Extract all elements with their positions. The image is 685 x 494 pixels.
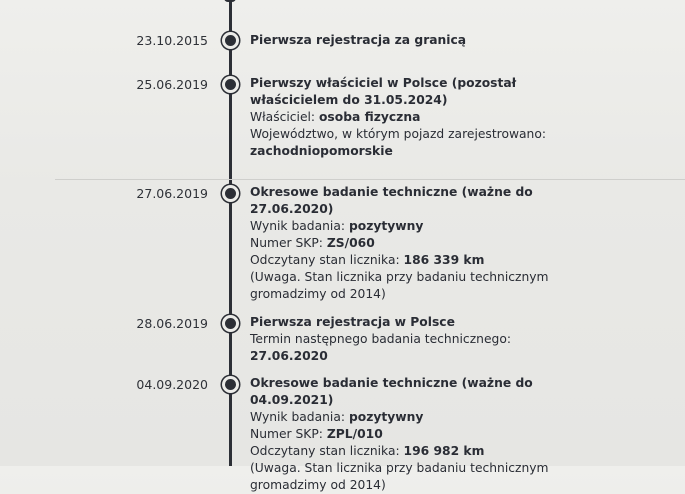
entry-title: Pierwsza rejestracja za granicą	[250, 33, 467, 47]
entry-detail	[250, 218, 585, 235]
entry-detail	[250, 109, 575, 126]
entry-title: Pierwsza rejestracja w Polsce	[250, 315, 455, 329]
entry-detail	[250, 235, 585, 252]
entry-detail	[250, 331, 585, 365]
entry-title: Pierwszy właściciel w Polsce (pozostał właścicielem do 31.05.2024)	[250, 76, 517, 107]
entry-date: 25.06.2019	[136, 77, 208, 92]
detail-value: ZPL/010	[326, 427, 383, 441]
detail-label: Numer SKP:	[250, 236, 327, 250]
entry-date: 04.09.2020	[136, 377, 208, 392]
timeline-dot	[222, 376, 239, 393]
detail-label: Wynik badania:	[250, 219, 349, 233]
entry-content	[250, 32, 585, 49]
entry-content	[250, 75, 575, 160]
entry-content	[250, 184, 585, 303]
entry-note: (Uwaga. Stan licznika przy badaniu technicznym gromadzimy od 2014)	[250, 270, 549, 301]
timeline-dot	[222, 185, 239, 202]
entry-detail	[250, 443, 585, 460]
detail-label: Odczytany stan licznika:	[250, 253, 404, 267]
detail-label: Numer SKP:	[250, 427, 327, 441]
entry-title: Okresowe badanie techniczne (ważne do 04.09.2021)	[250, 376, 533, 407]
entry-date: 23.10.2015	[136, 33, 208, 48]
timeline-line	[229, 0, 232, 466]
detail-value: zachodniopomorskie	[250, 144, 393, 158]
detail-value: ZS/060	[326, 236, 375, 250]
entry-detail	[250, 426, 585, 443]
entry-date: 27.06.2019	[136, 186, 208, 201]
entry-detail	[250, 409, 585, 426]
detail-label: Wynik badania:	[250, 410, 349, 424]
detail-value: pozytywny	[348, 410, 424, 424]
detail-label: Właściciel:	[250, 110, 319, 124]
entry-detail	[250, 126, 575, 160]
detail-label: Województwo, w którym pojazd zarejestrowano:	[250, 127, 547, 141]
entry-date: 28.06.2019	[136, 316, 208, 331]
entry-detail	[250, 252, 585, 269]
detail-value: pozytywny	[348, 219, 424, 233]
detail-value: 27.06.2020	[250, 349, 328, 363]
section-divider	[55, 179, 685, 180]
timeline-dot	[222, 32, 239, 49]
timeline-dot	[222, 315, 239, 332]
entry-note: (Uwaga. Stan licznika przy badaniu technicznym gromadzimy od 2014)	[250, 461, 549, 492]
detail-label: Termin następnego badania technicznego:	[250, 332, 511, 346]
entry-title: Okresowe badanie techniczne (ważne do 27.06.2020)	[250, 185, 533, 216]
detail-value: 186 339 km	[403, 253, 485, 267]
entry-content	[250, 314, 585, 365]
detail-value: osoba fizyczna	[318, 110, 421, 124]
detail-value: 196 982 km	[403, 444, 485, 458]
detail-label: Odczytany stan licznika:	[250, 444, 404, 458]
entry-content	[250, 375, 585, 494]
timeline-dot	[222, 76, 239, 93]
